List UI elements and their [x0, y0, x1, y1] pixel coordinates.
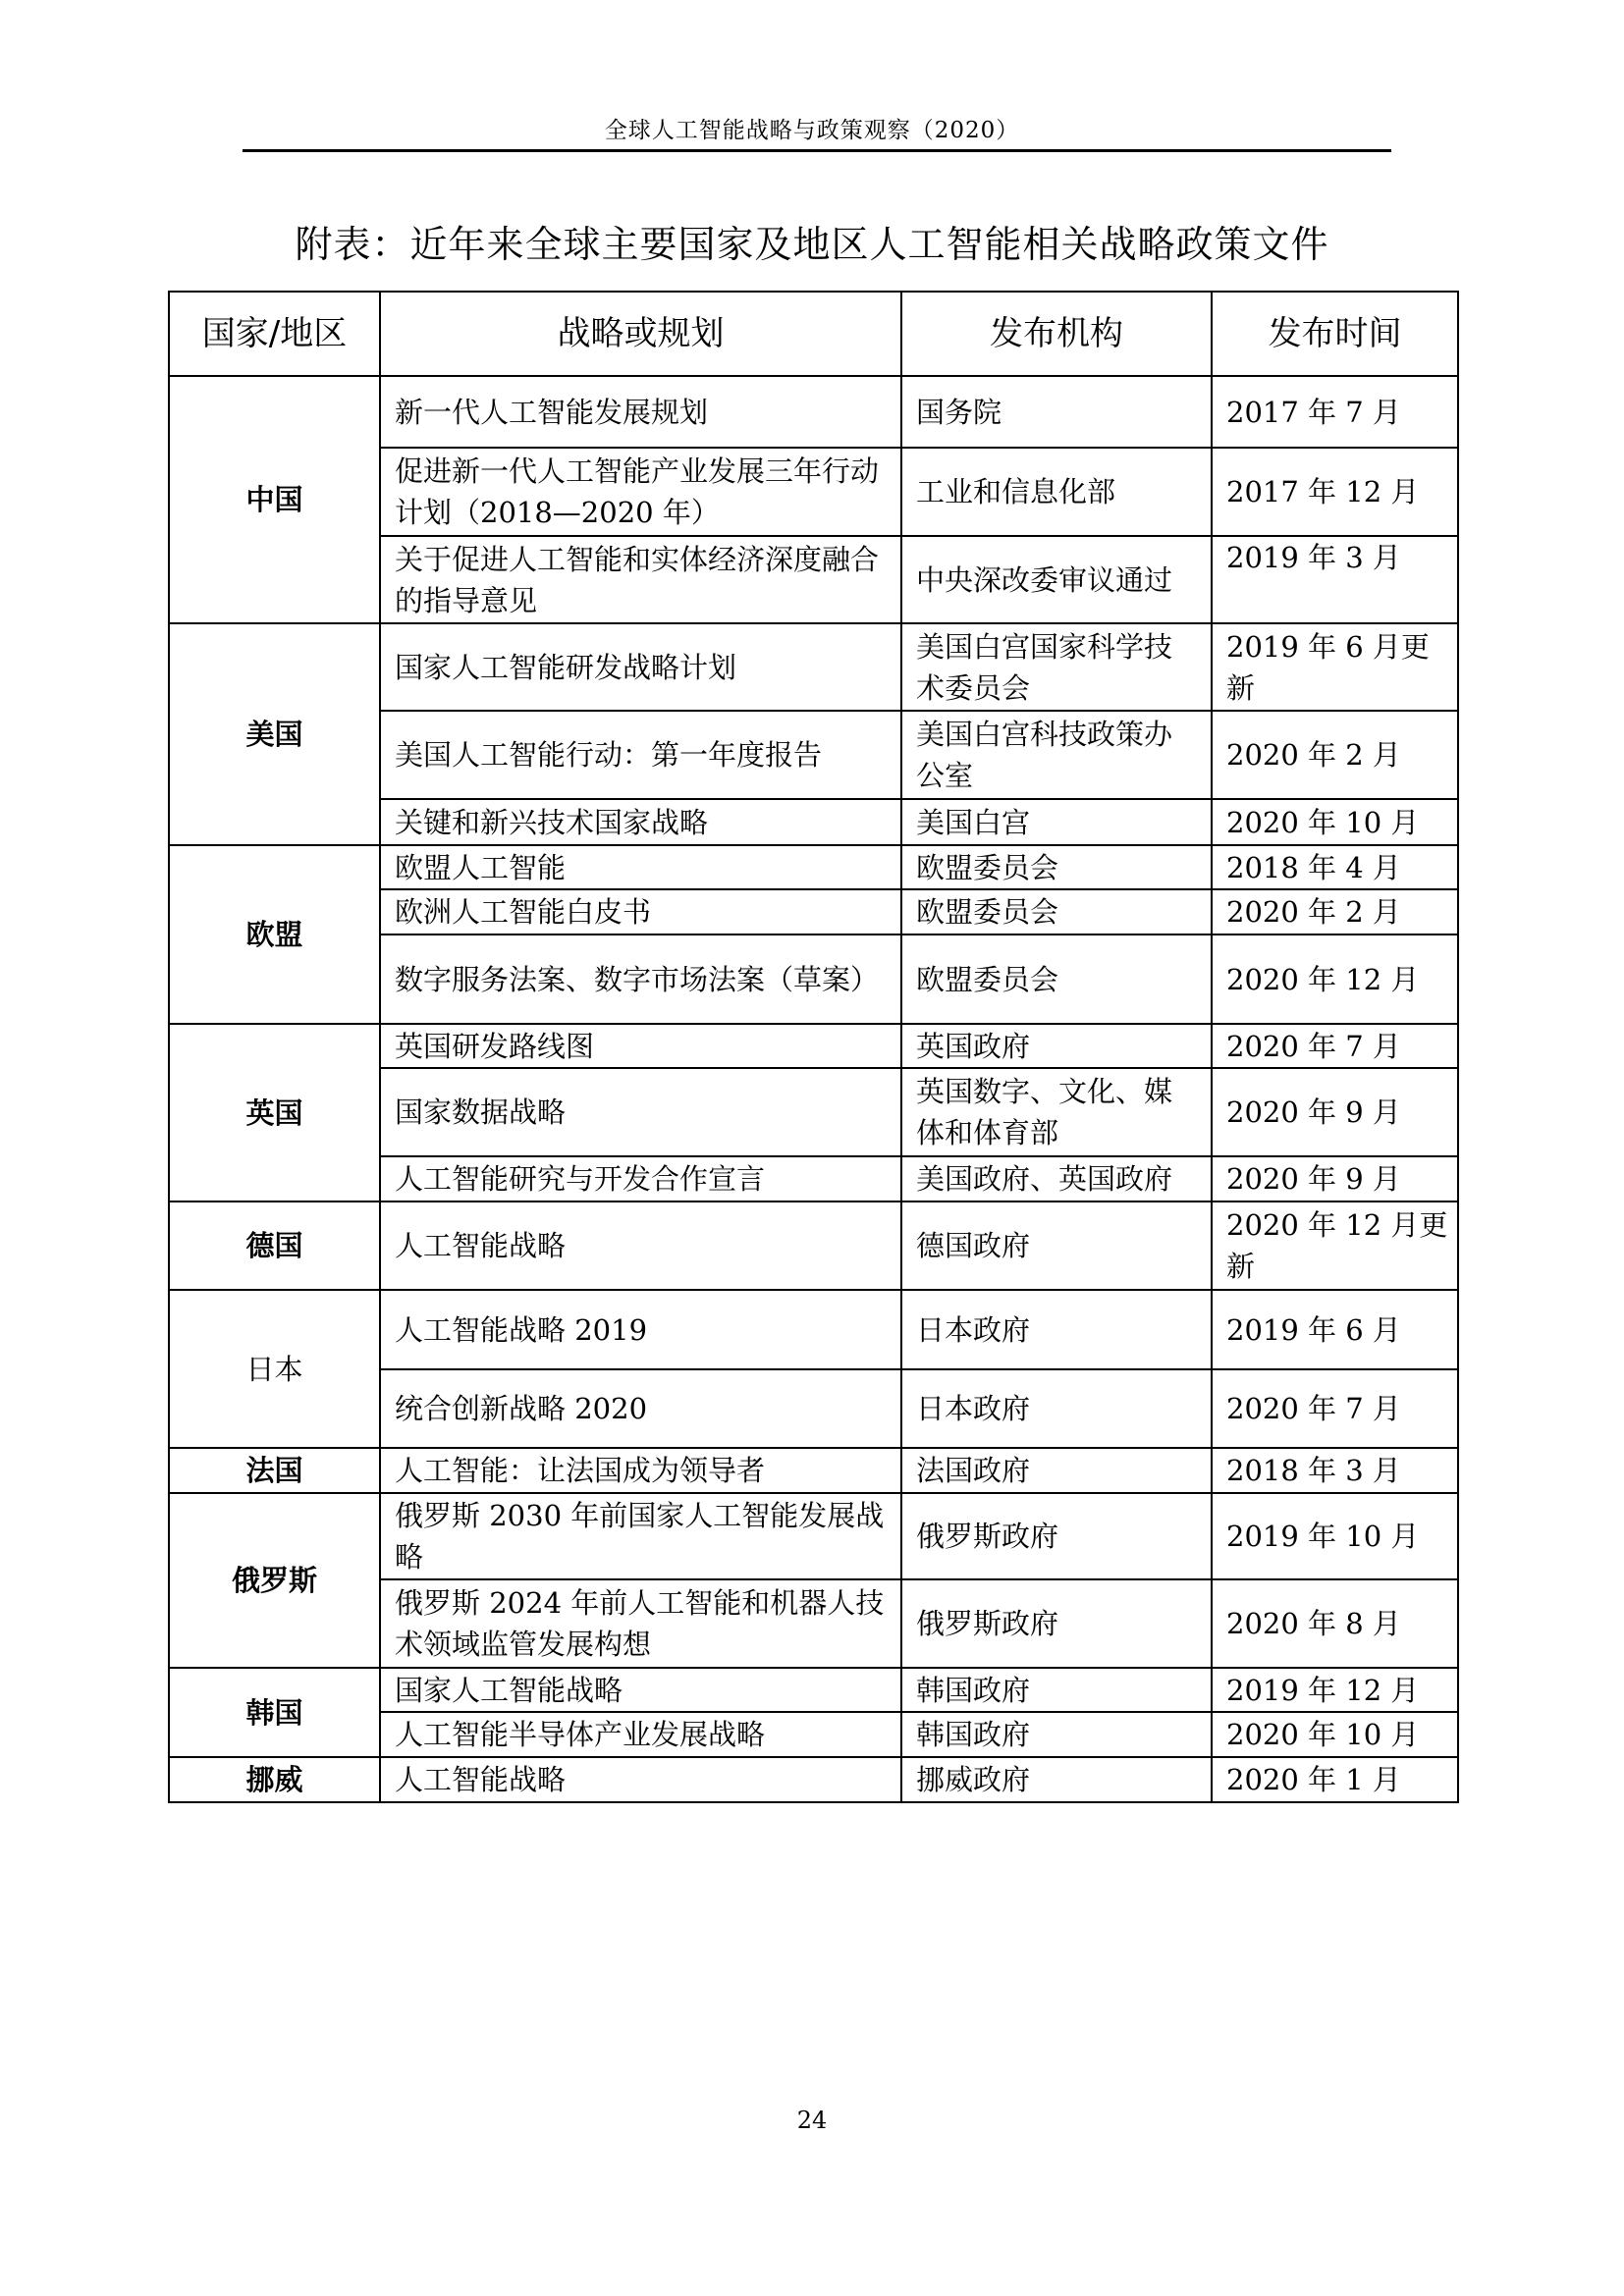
strategy-cell: 欧洲人工智能白皮书	[380, 889, 901, 934]
date-cell: 2020 年 1 月	[1212, 1757, 1458, 1802]
strategy-cell: 国家人工智能战略	[380, 1668, 901, 1712]
date-cell: 2018 年 3 月	[1212, 1448, 1458, 1493]
date-cell: 2020 年 2 月	[1212, 889, 1458, 934]
strategy-cell: 国家人工智能研发战略计划	[380, 623, 901, 711]
date-cell: 2020 年 8 月	[1212, 1579, 1458, 1668]
date-cell: 2019 年 3 月	[1212, 536, 1458, 623]
country-cell: 挪威	[169, 1757, 380, 1802]
publisher-cell: 日本政府	[901, 1369, 1212, 1448]
publisher-cell: 俄罗斯政府	[901, 1579, 1212, 1668]
publisher-cell: 俄罗斯政府	[901, 1493, 1212, 1579]
table-row	[169, 1757, 1458, 1802]
country-cell: 法国	[169, 1448, 380, 1493]
publisher-cell: 美国白宫	[901, 799, 1212, 845]
date-cell: 2018 年 4 月	[1212, 845, 1458, 889]
strategy-cell: 国家数据战略	[380, 1068, 901, 1156]
country-cell: 中国	[169, 376, 380, 623]
strategy-cell: 人工智能战略	[380, 1201, 901, 1290]
strategy-cell: 俄罗斯 2030 年前国家人工智能发展战略	[380, 1493, 901, 1579]
country-cell: 英国	[169, 1024, 380, 1201]
strategy-cell: 人工智能半导体产业发展战略	[380, 1712, 901, 1757]
table-header-row	[169, 292, 1458, 376]
country-cell: 俄罗斯	[169, 1493, 380, 1668]
strategy-cell: 关键和新兴技术国家战略	[380, 799, 901, 845]
strategy-cell: 新一代人工智能发展规划	[380, 376, 901, 448]
date-cell: 2017 年 12 月	[1212, 448, 1458, 536]
date-cell: 2019 年 12 月	[1212, 1668, 1458, 1712]
date-cell: 2019 年 6 月	[1212, 1290, 1458, 1369]
running-header: 全球人工智能战略与政策观察（2020）	[604, 118, 1020, 143]
strategy-cell: 人工智能战略	[380, 1757, 901, 1802]
date-cell: 2020 年 7 月	[1212, 1024, 1458, 1068]
date-cell: 2020 年 2 月	[1212, 711, 1458, 799]
publisher-cell: 德国政府	[901, 1201, 1212, 1290]
publisher-cell: 英国数字、文化、媒体和体育部	[901, 1068, 1212, 1156]
publisher-cell: 韩国政府	[901, 1712, 1212, 1757]
strategy-cell: 促进新一代人工智能产业发展三年行动计划（2018—2020 年）	[380, 448, 901, 536]
date-cell: 2019 年 6 月更新	[1212, 623, 1458, 711]
table-row	[169, 1201, 1458, 1290]
publisher-cell: 国务院	[901, 376, 1212, 448]
date-cell: 2020 年 7 月	[1212, 1369, 1458, 1448]
publisher-cell: 法国政府	[901, 1448, 1212, 1493]
strategy-cell: 人工智能研究与开发合作宣言	[380, 1156, 901, 1201]
table-row	[169, 1024, 1458, 1068]
date-cell: 2020 年 10 月	[1212, 799, 1458, 845]
country-cell: 德国	[169, 1201, 380, 1290]
country-cell: 欧盟	[169, 845, 380, 1024]
date-cell: 2020 年 12 月更新	[1212, 1201, 1458, 1290]
strategy-cell: 统合创新战略 2020	[380, 1369, 901, 1448]
publisher-cell: 日本政府	[901, 1290, 1212, 1369]
table-row	[169, 1290, 1458, 1369]
header-date: 发布时间	[1212, 292, 1458, 376]
policy-table	[168, 291, 1459, 1803]
table-row	[169, 1668, 1458, 1712]
strategy-cell: 美国人工智能行动：第一年度报告	[380, 711, 901, 799]
table-row	[169, 1493, 1458, 1579]
publisher-cell: 中央深改委审议通过	[901, 536, 1212, 623]
date-cell: 2020 年 9 月	[1212, 1156, 1458, 1201]
table-row	[169, 376, 1458, 448]
publisher-cell: 工业和信息化部	[901, 448, 1212, 536]
strategy-cell: 欧盟人工智能	[380, 845, 901, 889]
date-cell: 2020 年 12 月	[1212, 934, 1458, 1024]
strategy-cell: 人工智能：让法国成为领导者	[380, 1448, 901, 1493]
strategy-cell: 数字服务法案、数字市场法案（草案）	[380, 934, 901, 1024]
country-cell: 韩国	[169, 1668, 380, 1757]
country-cell: 美国	[169, 623, 380, 845]
strategy-cell: 英国研发路线图	[380, 1024, 901, 1068]
strategy-cell: 人工智能战略 2019	[380, 1290, 901, 1369]
header-rule	[243, 149, 1391, 152]
date-cell: 2019 年 10 月	[1212, 1493, 1458, 1579]
header-country: 国家/地区	[169, 292, 380, 376]
table-row	[169, 623, 1458, 711]
date-cell: 2020 年 9 月	[1212, 1068, 1458, 1156]
strategy-cell: 关于促进人工智能和实体经济深度融合的指导意见	[380, 536, 901, 623]
date-cell: 2020 年 10 月	[1212, 1712, 1458, 1757]
publisher-cell: 英国政府	[901, 1024, 1212, 1068]
table-row	[169, 845, 1458, 889]
country-cell: 日本	[169, 1290, 380, 1448]
publisher-cell: 欧盟委员会	[901, 934, 1212, 1024]
publisher-cell: 欧盟委员会	[901, 845, 1212, 889]
publisher-cell: 美国政府、英国政府	[901, 1156, 1212, 1201]
document-title: 附表：近年来全球主要国家及地区人工智能相关战略政策文件	[295, 223, 1329, 266]
date-cell: 2017 年 7 月	[1212, 376, 1458, 448]
publisher-cell: 挪威政府	[901, 1757, 1212, 1802]
page-number: 24	[796, 2107, 828, 2134]
table-row	[169, 1448, 1458, 1493]
publisher-cell: 韩国政府	[901, 1668, 1212, 1712]
header-strategy: 战略或规划	[380, 292, 901, 376]
publisher-cell: 美国白宫科技政策办公室	[901, 711, 1212, 799]
publisher-cell: 美国白宫国家科学技术委员会	[901, 623, 1212, 711]
publisher-cell: 欧盟委员会	[901, 889, 1212, 934]
header-publisher: 发布机构	[901, 292, 1212, 376]
strategy-cell: 俄罗斯 2024 年前人工智能和机器人技术领域监管发展构想	[380, 1579, 901, 1668]
